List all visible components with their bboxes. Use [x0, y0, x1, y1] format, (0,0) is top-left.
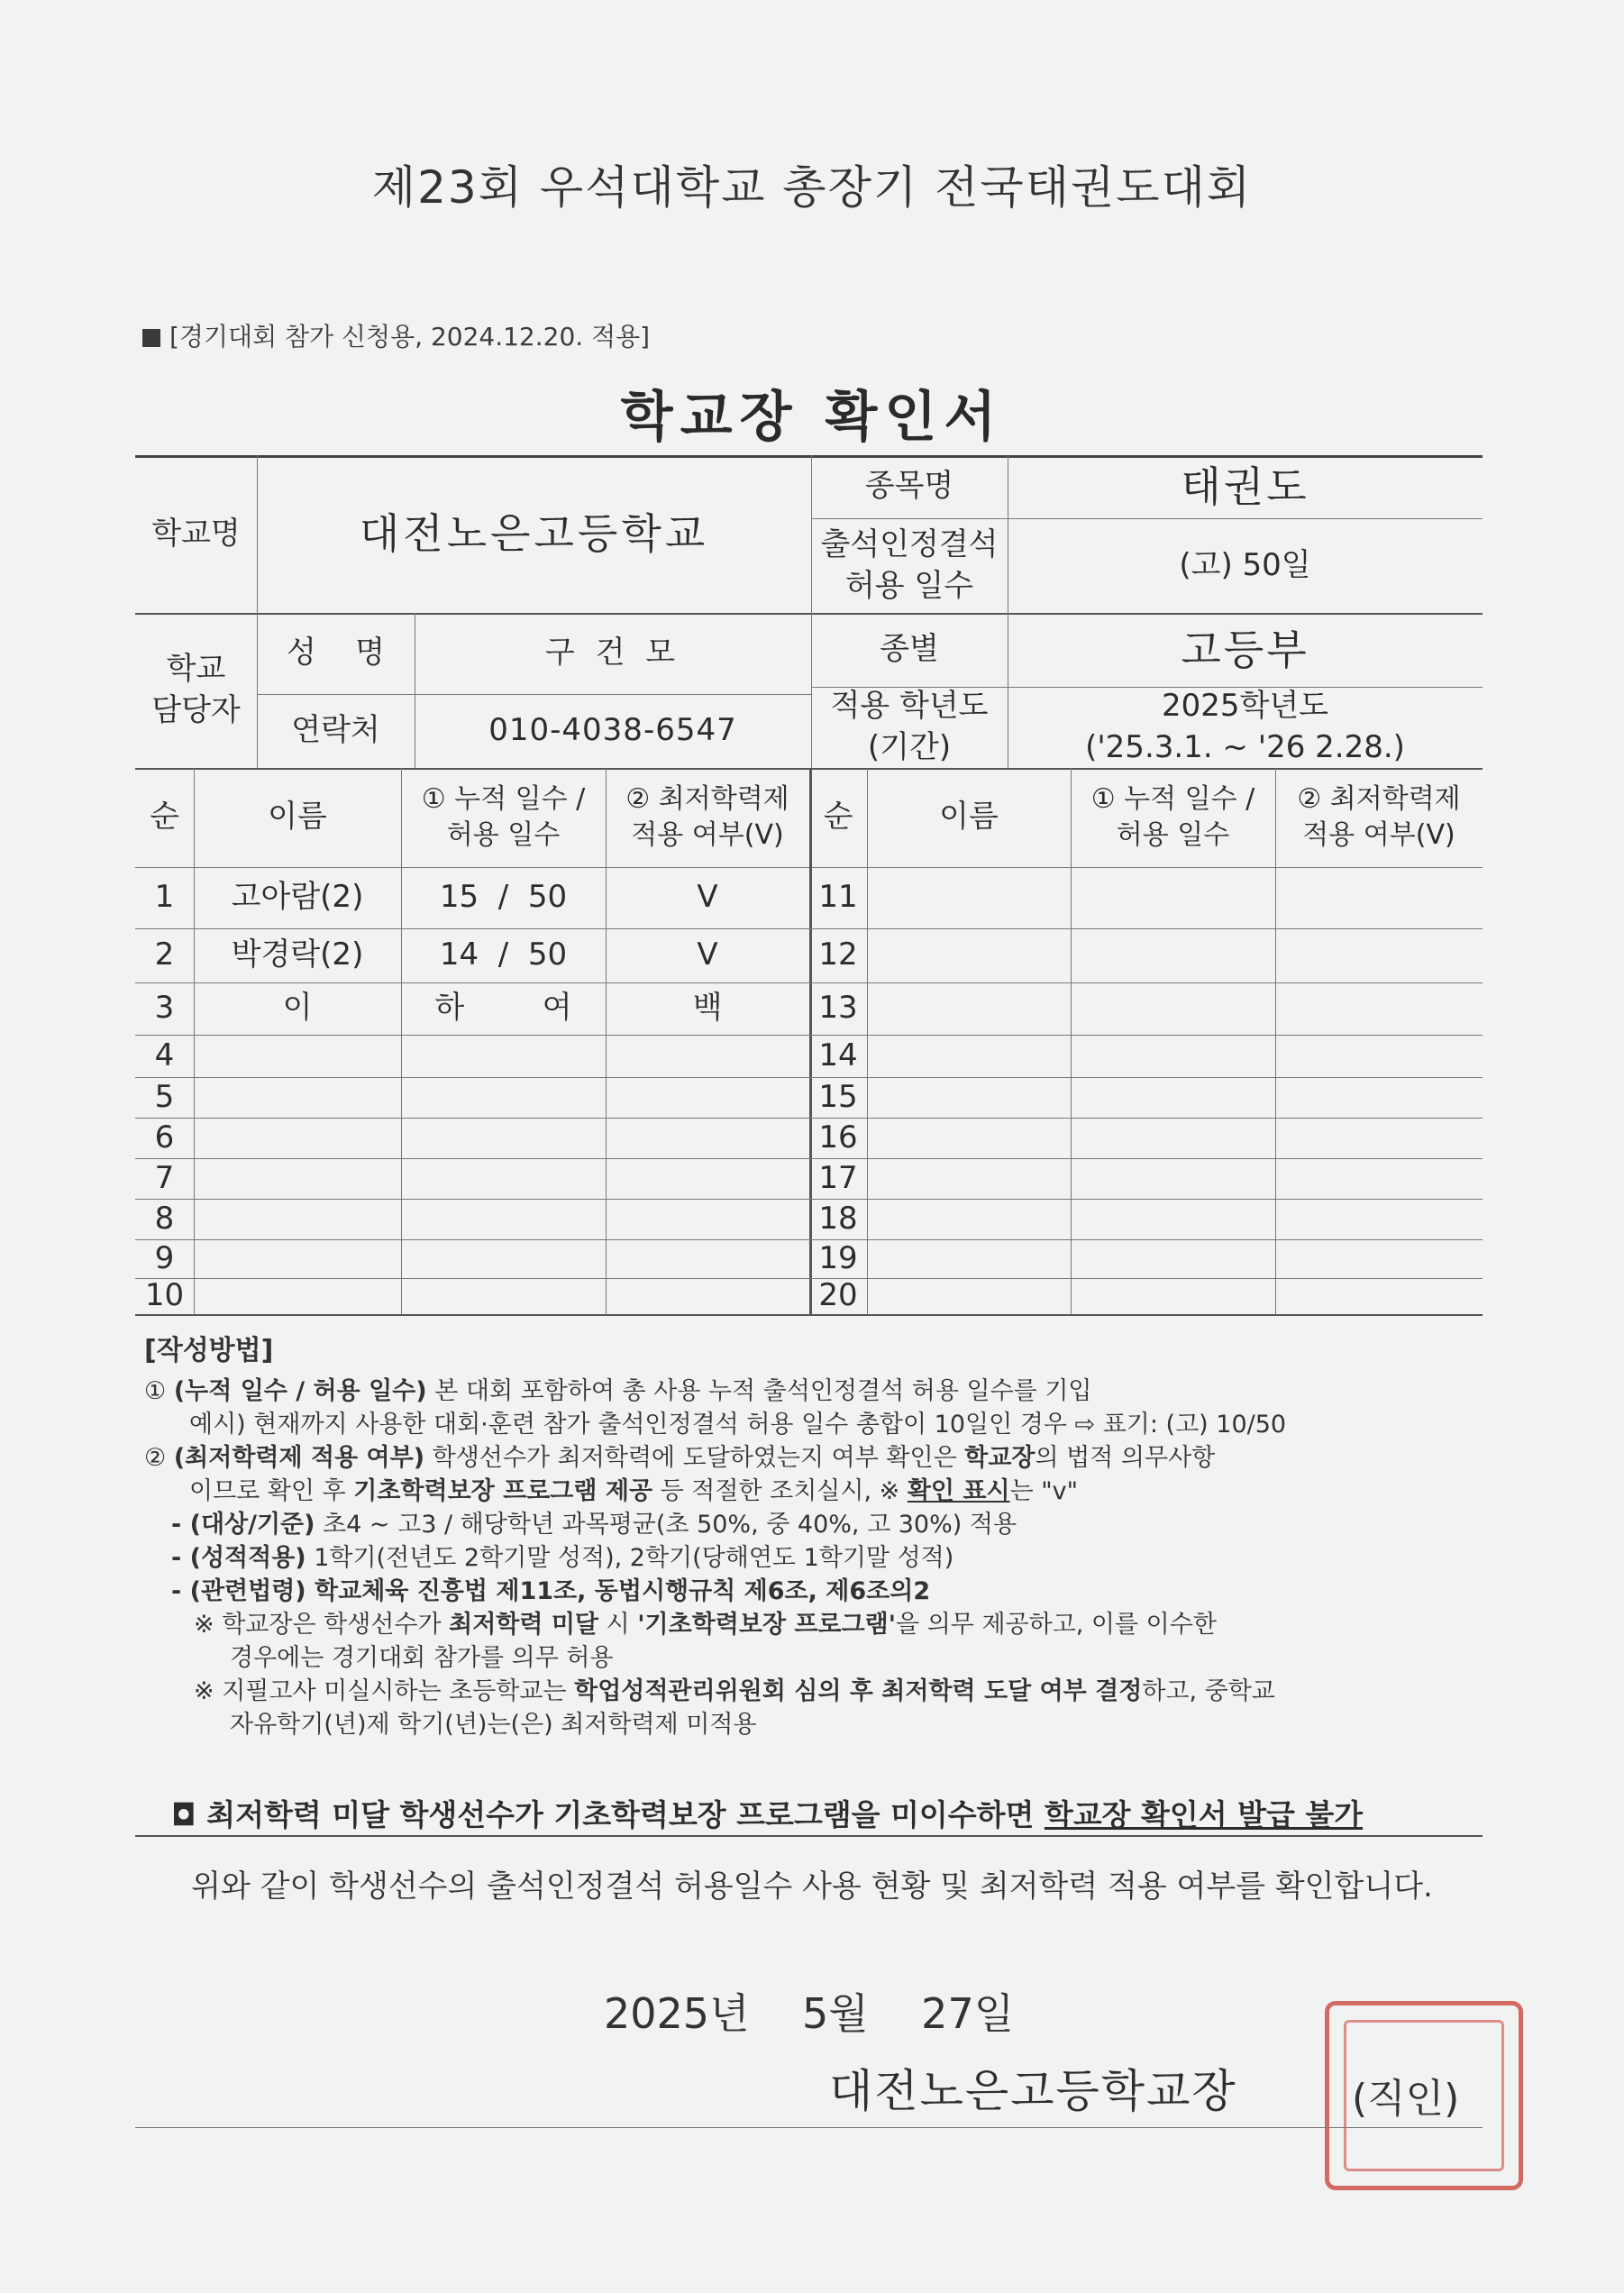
athlete-name — [867, 1077, 1071, 1118]
absence-days — [1071, 928, 1275, 982]
min-academic-check: V — [697, 936, 718, 973]
remark-1-b: 시 — [598, 1611, 638, 1639]
athlete-name — [867, 1158, 1071, 1199]
col-header-no: 순 — [823, 799, 853, 836]
instructions — [144, 1334, 1487, 1741]
emphasis-text: ◘ 최저학력 미달 학생선수가 기초학력보장 프로그램을 미이수하면 — [171, 1797, 1045, 1832]
footer-rule — [135, 2127, 1483, 2128]
emphasis-note — [171, 1792, 1363, 1834]
absence-days — [1071, 867, 1275, 928]
detail-grades — [144, 1541, 1487, 1575]
athlete-name — [194, 1199, 401, 1239]
contact-label: 연락처 — [291, 712, 380, 749]
remark-1-bold2: '기초학력보장 프로그램' — [637, 1611, 897, 1639]
row-number: 16 — [818, 1119, 858, 1156]
athlete-name — [867, 867, 1071, 928]
name-label: 성 명 — [287, 635, 385, 671]
note-2-line2-bold: 기초학력보장 프로그램 제공 — [353, 1477, 653, 1505]
row-number: 18 — [818, 1200, 858, 1237]
athlete-name — [194, 1278, 401, 1314]
absence-days — [1071, 1239, 1275, 1278]
min-academic-check — [606, 1118, 809, 1158]
note-2-text: 학생선수가 최저학력에 도달하였는지 여부 확인은 — [424, 1444, 965, 1472]
remark-2-line2: 자유학기(년)제 학기(년)는(은) 최저학력제 미적용 — [230, 1711, 757, 1739]
col-header-min-line1: ② 최저학력제 — [625, 782, 789, 815]
row-number: 2 — [154, 936, 175, 973]
athlete-name — [867, 1035, 1071, 1077]
min-academic-check — [1275, 1077, 1483, 1118]
sport-value: 태권도 — [1181, 461, 1309, 511]
note-2-line2-c: 는 "v" — [1009, 1477, 1079, 1505]
event-title: 제23회 우석대학교 총장기 전국태권도대회 — [371, 161, 1253, 214]
athlete-name — [867, 1199, 1071, 1239]
remark-2-a: ※ 지필고사 미실시하는 초등학교는 — [194, 1677, 575, 1705]
emphasis-underline: 학교장 확인서 발급 불가 — [1044, 1797, 1364, 1832]
manager-name: 구 건 모 — [544, 635, 681, 671]
athlete-name — [867, 982, 1071, 1035]
year-value — [1008, 687, 1483, 768]
row-number: 19 — [818, 1239, 858, 1276]
min-academic-check — [1275, 1118, 1483, 1158]
detail-target-text: 초4 ~ 고3 / 해당학년 과목평균(초 50%, 중 40%, 고 30%) 적용 — [315, 1511, 1017, 1539]
col-header-days-line1: ① 누적 일수 / — [421, 782, 586, 815]
note-2-line2 — [144, 1475, 1487, 1508]
detail-law — [144, 1575, 1487, 1608]
absence-days — [401, 1239, 606, 1278]
document-title: 학교장 확인서 — [620, 386, 1004, 449]
row-number: 10 — [144, 1277, 185, 1314]
row-number: 8 — [154, 1200, 175, 1237]
col-header-min — [606, 768, 809, 867]
sport-label: 종목명 — [864, 468, 954, 505]
absence-days — [1071, 1035, 1275, 1077]
absence-days — [1071, 1199, 1275, 1239]
row-number: 7 — [154, 1159, 175, 1196]
min-academic-check: V — [697, 879, 718, 916]
absence-label-line1: 출석인정결석 — [820, 525, 999, 562]
min-academic-check — [1275, 1278, 1483, 1314]
athlete-name — [194, 1239, 401, 1278]
remark-2-b: 하고, 중학교 — [1142, 1677, 1275, 1705]
year-value-line1: 2025학년도 — [1161, 688, 1329, 725]
min-academic-check — [606, 1199, 809, 1239]
detail-law-label: - (관련법령) — [171, 1577, 306, 1605]
athlete-name — [194, 1158, 401, 1199]
seal-label: (직인) — [1352, 2076, 1460, 2122]
absence-days — [1071, 1158, 1275, 1199]
athlete-name — [867, 928, 1071, 982]
col-header-name: 이름 — [939, 799, 999, 836]
row-number: 9 — [154, 1239, 175, 1276]
square-bullet-icon — [142, 329, 160, 347]
division-label: 종별 — [880, 631, 939, 668]
col-header-min-line2: 적용 여부(V) — [1302, 819, 1455, 851]
manager-label-line2: 담당자 — [151, 692, 241, 728]
note-2-bold-principal: 학교장 — [964, 1444, 1036, 1472]
col-header-no: 순 — [150, 799, 179, 836]
year-label-line2: (기간) — [867, 729, 952, 765]
absence-days — [1071, 1278, 1275, 1314]
note-2 — [144, 1441, 1487, 1475]
section-divider — [135, 1835, 1483, 1837]
row-number: 1 — [154, 879, 175, 916]
row-number: 5 — [154, 1078, 175, 1115]
remark-2 — [144, 1675, 1487, 1708]
remark-2-bold: 학업성적관리위원회 심의 후 최저학력 도달 여부 결정 — [574, 1677, 1143, 1705]
absence-days — [401, 1158, 606, 1199]
principal-signature: 대전노은고등학교장 — [829, 2065, 1237, 2117]
col-header-min — [1275, 768, 1483, 867]
school-label: 학교명 — [151, 515, 241, 552]
remark-1-line2: 경우에는 경기대회 참가를 의무 허용 — [230, 1644, 614, 1672]
note-1-bold: (누적 일수 / 허용 일수) — [173, 1377, 427, 1405]
absence-days — [401, 1077, 606, 1118]
athlete-name — [194, 1118, 401, 1158]
manager-label-line1: 학교 — [166, 651, 226, 688]
note-1-example: 예시) 현재까지 사용한 대회·훈련 참가 출석인정결석 허용 일수 총합이 10일인 경우 ⇨ 표기: (고) 10/50 — [189, 1411, 1287, 1439]
col-header-days-line1: ① 누적 일수 / — [1090, 782, 1255, 815]
row-number: 20 — [818, 1277, 858, 1314]
row-number: 17 — [818, 1159, 858, 1196]
note-1 — [144, 1375, 1487, 1408]
row-number: 4 — [154, 1037, 175, 1073]
min-academic-check: 백 — [692, 990, 723, 1027]
row-number: 12 — [818, 936, 858, 973]
note-2-line2-underline: 확인 표시 — [907, 1477, 1010, 1505]
detail-grades-text: 1학기(전년도 2학기말 성적), 2학기(당해연도 1학기말 성적) — [306, 1544, 954, 1572]
detail-target — [144, 1508, 1487, 1541]
min-academic-check — [606, 1158, 809, 1199]
col-header-days — [1071, 768, 1275, 867]
min-academic-check — [1275, 928, 1483, 982]
row-number: 6 — [154, 1119, 175, 1156]
division-value: 고등부 — [1181, 625, 1309, 674]
row-number: 11 — [818, 879, 858, 916]
year-value-line2: ('25.3.1. ~ '26 2.28.) — [1085, 729, 1405, 765]
athlete-name — [867, 1118, 1071, 1158]
absence-days: 하 여 — [434, 990, 572, 1027]
absence-days: 15 / 50 — [439, 879, 568, 916]
form-note — [142, 317, 650, 353]
absence-days — [1071, 1118, 1275, 1158]
col-header-days — [401, 768, 606, 867]
min-academic-check — [1275, 867, 1483, 928]
athlete-name — [194, 1077, 401, 1118]
note-2-line2-a: 이므로 확인 후 — [189, 1477, 354, 1505]
min-academic-check — [1275, 1158, 1483, 1199]
col-header-days-line2: 허용 일수 — [1116, 819, 1230, 851]
min-academic-check — [606, 1239, 809, 1278]
row-number: 13 — [818, 990, 858, 1027]
remark-1-a: ※ 학교장은 학생선수가 — [194, 1611, 450, 1639]
absence-days — [401, 1278, 606, 1314]
athlete-name: 박경락(2) — [231, 936, 364, 973]
row-number: 15 — [818, 1078, 858, 1115]
absence-label — [811, 518, 1008, 613]
note-1-mark: ① — [144, 1377, 167, 1405]
year-label-line1: 적용 학년도 — [830, 688, 989, 725]
col-header-name: 이름 — [268, 799, 327, 836]
note-2-line2-b: 등 적절한 조치실시, ※ — [652, 1477, 908, 1505]
row-number: 3 — [154, 990, 175, 1027]
athlete-name — [867, 1239, 1071, 1278]
min-academic-check — [1275, 1199, 1483, 1239]
remark-1-c: 을 의무 제공하고, 이를 이수한 — [896, 1611, 1217, 1639]
detail-law-text: 학교체육 진흥법 제11조, 동법시행규칙 제6조, 제6조의2 — [306, 1577, 931, 1605]
min-academic-check — [1275, 1239, 1483, 1278]
remark-1-bold: 최저학력 미달 — [449, 1611, 599, 1639]
min-academic-check — [1275, 982, 1483, 1035]
note-1-text: 본 대회 포함하여 총 사용 누적 출석인정결석 허용 일수를 기입 — [426, 1377, 1092, 1405]
absence-days — [401, 1199, 606, 1239]
absence-days: 14 / 50 — [439, 936, 568, 973]
note-2-bold: (최저학력제 적용 여부) — [173, 1444, 425, 1472]
absence-days — [1071, 1077, 1275, 1118]
min-academic-check — [1275, 1035, 1483, 1077]
year-label — [811, 687, 1008, 768]
form-note-text: [경기대회 참가 신청용, 2024.12.20. 적용] — [169, 322, 651, 352]
remark-1 — [144, 1608, 1487, 1641]
detail-grades-label: - (성적적용) — [171, 1544, 306, 1572]
athlete-name: 고아람(2) — [231, 879, 364, 916]
row-number: 14 — [818, 1037, 858, 1073]
athlete-name — [194, 1035, 401, 1077]
table-bottom-border — [135, 1314, 1483, 1316]
min-academic-check — [606, 1035, 809, 1077]
col-header-days-line2: 허용 일수 — [446, 819, 561, 851]
note-2-mark: ② — [144, 1444, 167, 1472]
min-academic-check — [606, 1278, 809, 1314]
absence-days — [1071, 982, 1275, 1035]
contact-value: 010-4038-6547 — [488, 712, 737, 749]
absence-days — [401, 1118, 606, 1158]
col-header-min-line1: ② 최저학력제 — [1297, 782, 1461, 815]
confirmation-statement: 위와 같이 학생선수의 출석인정결석 허용일수 사용 현황 및 최저학력 적용 여부를 확인합니다. — [191, 1868, 1433, 1905]
manager-label — [135, 613, 257, 768]
issue-date: 2025년 5월 27일 — [604, 1989, 1015, 2038]
absence-days — [401, 1035, 606, 1077]
note-2-text-end: 의 법적 의무사항 — [1035, 1444, 1216, 1472]
absence-value: (고) 50일 — [1179, 546, 1311, 583]
min-academic-check — [606, 1077, 809, 1118]
school-name: 대전노은고등학교 — [359, 509, 709, 559]
absence-label-line2: 허용 일수 — [844, 567, 974, 604]
detail-target-label: - (대상/기준) — [171, 1511, 315, 1539]
athlete-name: 이 — [282, 990, 313, 1027]
instructions-heading: [작성방법] — [144, 1335, 274, 1366]
athlete-name — [867, 1278, 1071, 1314]
col-header-min-line2: 적용 여부(V) — [631, 819, 784, 851]
